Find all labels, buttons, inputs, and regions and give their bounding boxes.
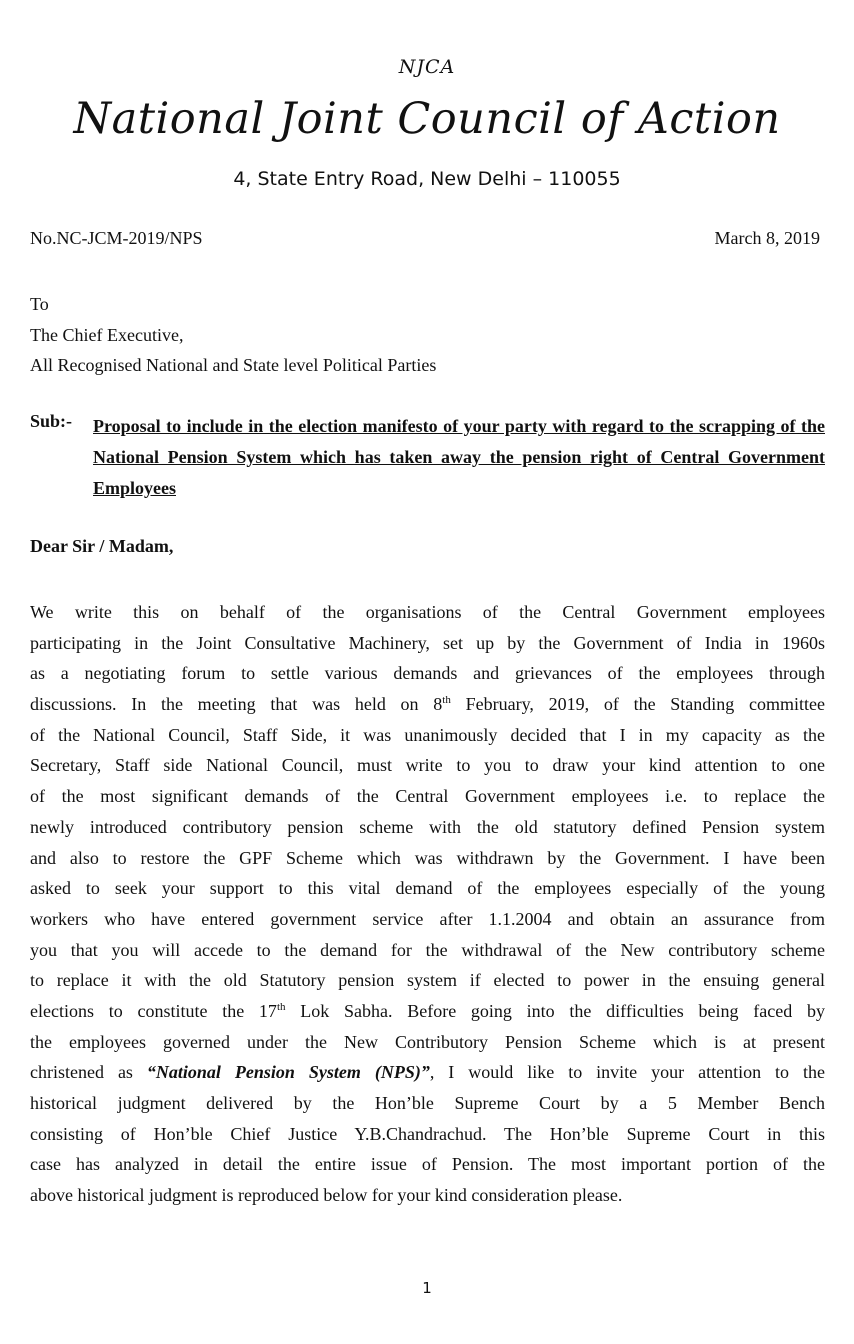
- body-line: [30, 689, 825, 720]
- letter-date: March 8, 2019: [714, 228, 820, 248]
- recipient-line-1: The Chief Executive,: [30, 324, 184, 345]
- salutation: Dear Sir / Madam,: [30, 536, 174, 556]
- ordinal-superscript: th: [276, 1000, 286, 1013]
- body-text: elections to constitute the 17: [30, 1000, 277, 1021]
- body-line: workers who have entered government service after 1.1.2004 and obtain an assurance from: [30, 908, 825, 929]
- body-line: of the National Council, Staff Side, it was unanimously decided that I in my capacity as the: [30, 724, 825, 745]
- body-line: to replace it with the old Statutory pension system if elected to power in the ensuing general: [30, 970, 825, 991]
- recipient-line-2: All Recognised National and State level Political Parties: [30, 355, 437, 376]
- recipient-block: [30, 289, 436, 381]
- body-line: historical judgment delivered by the Hon’ble Supreme Court by a 5 Member Bench: [30, 1093, 825, 1113]
- subject-label: Sub:-: [30, 411, 73, 431]
- body-line: We write this on behalf of the organisations of the Central Government employees: [30, 602, 825, 622]
- body-line: the employees governed under the New Contributory Pension Scheme which is at present: [30, 1031, 825, 1052]
- body-line: participating in the Joint Consultative Machinery, set up by the Government of India in 1960s: [30, 632, 825, 653]
- body-line: as a negotiating forum to settle various demands and grievances of the employees through: [30, 663, 825, 684]
- page-number: 1: [422, 1279, 432, 1297]
- body-text: Lok Sabha. Before going into the difficulties being faced by: [285, 1000, 825, 1021]
- body-line: consisting of Hon’ble Chief Justice Y.B.Chandrachud. The Hon’ble Supreme Court in this: [30, 1123, 825, 1144]
- body-text: , I would like to invite your attention to the: [429, 1062, 825, 1083]
- body-line: asked to seek your support to this vital demand of the employees especially of the young: [30, 878, 825, 899]
- body-line: and also to restore the GPF Scheme which was withdrawn by the Government. I have been: [30, 847, 825, 868]
- reference-number: No.NC-JCM-2019/NPS: [30, 228, 203, 248]
- org-name: National Joint Council of Action: [73, 94, 781, 144]
- body-text: February, 2019, of the Standing committee: [450, 694, 825, 715]
- body-text: christened as: [30, 1062, 147, 1083]
- body-line: newly introduced contributory pension scheme with the old statutory defined Pension system: [30, 816, 825, 837]
- body-line: case has analyzed in detail the entire issue of Pension. The most important portion of the: [30, 1154, 825, 1175]
- body-line: Secretary, Staff side National Council, must write to you to draw your kind attention to one: [30, 755, 825, 776]
- org-address: 4, State Entry Road, New Delhi – 110055: [233, 168, 621, 190]
- body-line: [30, 996, 825, 1027]
- org-abbreviation: NJCA: [398, 56, 456, 78]
- body-line: you that you will accede to the demand for the withdrawal of the New contributory scheme: [30, 939, 825, 960]
- ordinal-superscript: th: [442, 694, 451, 707]
- body-line: of the most significant demands of the Central Government employees i.e. to replace the: [30, 786, 825, 807]
- body-paragraph: [30, 597, 825, 1211]
- body-line: [30, 1057, 825, 1088]
- body-text: discussions. In the meeting that was held on 8: [30, 694, 443, 715]
- body-line: above historical judgment is reproduced below for your kind consideration please.: [30, 1185, 623, 1206]
- subject-text: Proposal to include in the election manifesto of your party with regard to the scrapping of the National Pension System which has taken away the pension right of Central Government Employees: [93, 416, 825, 498]
- nps-emphasis: “National Pension System (NPS)”: [146, 1062, 430, 1083]
- recipient-to: To: [30, 294, 49, 314]
